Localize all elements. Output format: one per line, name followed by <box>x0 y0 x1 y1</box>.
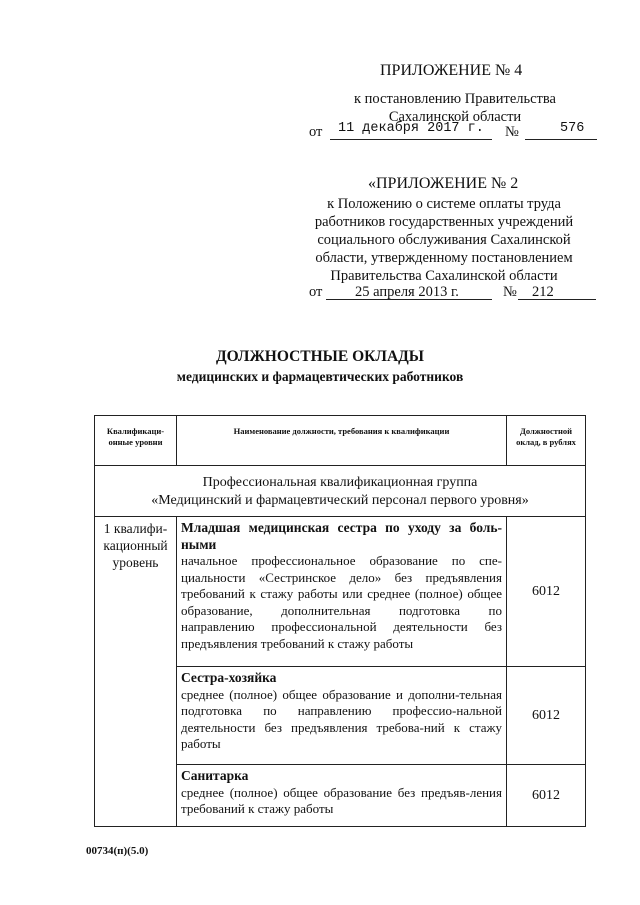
appendix-number: 576 <box>560 121 585 136</box>
table-row <box>95 517 586 667</box>
appendix-from-label: от <box>309 124 323 140</box>
position-cell <box>177 765 507 827</box>
salary-table <box>94 415 586 827</box>
prev-appendix-title: «ПРИЛОЖЕНИЕ № 2 <box>368 175 519 192</box>
appendix-line-2: Сахалинской области <box>388 109 522 125</box>
footer-code: 00734(п)(5.0) <box>86 845 149 857</box>
prev-appendix-number-label: № <box>503 284 517 300</box>
prev-appendix-number-underline <box>518 299 596 300</box>
appendix-date: 11 декабря 2017 г. <box>338 121 484 136</box>
salary-value: 6012 <box>507 667 586 765</box>
appendix-number-underline <box>525 139 597 140</box>
prev-appendix-date: 25 апреля 2013 г. <box>355 284 459 300</box>
appendix-number-label: № <box>505 124 519 140</box>
prev-appendix-line-3: социального обслуживания Сахалинской <box>317 232 571 248</box>
qualification-level: 1 квалифи-кационный уровень <box>95 517 177 827</box>
header-name: Наименование должности, требования к квалификации <box>177 416 507 466</box>
prev-appendix-line-4: области, утвержденному постановлением <box>315 250 573 266</box>
salary-value: 6012 <box>507 765 586 827</box>
position-name: Санитарка <box>181 768 249 783</box>
position-requirements: начальное профессиональное образование по спе-циальности «Сестринское дело» без предъявления требований к стажу работы или среднее (полное) общее образование, дополнительная подготовка по направлению профессиональной деятельности без предъявления требований к стажу работы <box>181 553 502 651</box>
position-requirements: среднее (полное) общее образование без предъяв-ления требований к стажу работы <box>181 784 502 816</box>
group-row <box>95 466 586 517</box>
qualification-group <box>95 466 586 517</box>
appendix-date-underline <box>330 139 492 140</box>
group-line-2: «Медицинский и фармацевтический персонал первого уровня» <box>151 493 529 508</box>
position-cell <box>177 517 507 667</box>
position-requirements: среднее (полное) общее образование и дополни-тельная подготовка по направлению профессио-нальной деятельности без предъявления требова-ний к стажу работы <box>181 686 502 751</box>
table-header-row <box>95 416 586 466</box>
document-subtitle: медицинских и фармацевтических работников <box>176 369 464 384</box>
salary-value: 6012 <box>507 517 586 667</box>
prev-appendix-number: 212 <box>532 284 554 300</box>
header-level: Квалификаци-онные уровни <box>95 416 177 466</box>
appendix-line-1: к постановлению Правительства <box>354 91 556 107</box>
document-title: ДОЛЖНОСТНЫЕ ОКЛАДЫ <box>215 348 425 365</box>
group-line-1: Профессиональная квалификационная группа <box>202 475 478 490</box>
position-name: Сестра-хозяйка <box>181 670 277 685</box>
prev-appendix-date-underline <box>326 299 492 300</box>
header-salary: Должностной оклад, в рублях <box>507 416 586 466</box>
prev-appendix-line-5: Правительства Сахалинской области <box>330 268 558 284</box>
prev-appendix-line-2: работников государственных учреждений <box>314 214 574 230</box>
prev-appendix-line-1: к Положению о системе оплаты труда <box>327 196 561 212</box>
appendix-title: ПРИЛОЖЕНИЕ № 4 <box>380 62 523 79</box>
prev-appendix-from-label: от <box>309 284 323 300</box>
position-cell <box>177 667 507 765</box>
position-name: Младшая медицинская сестра по уходу за боль-ными <box>181 520 502 552</box>
